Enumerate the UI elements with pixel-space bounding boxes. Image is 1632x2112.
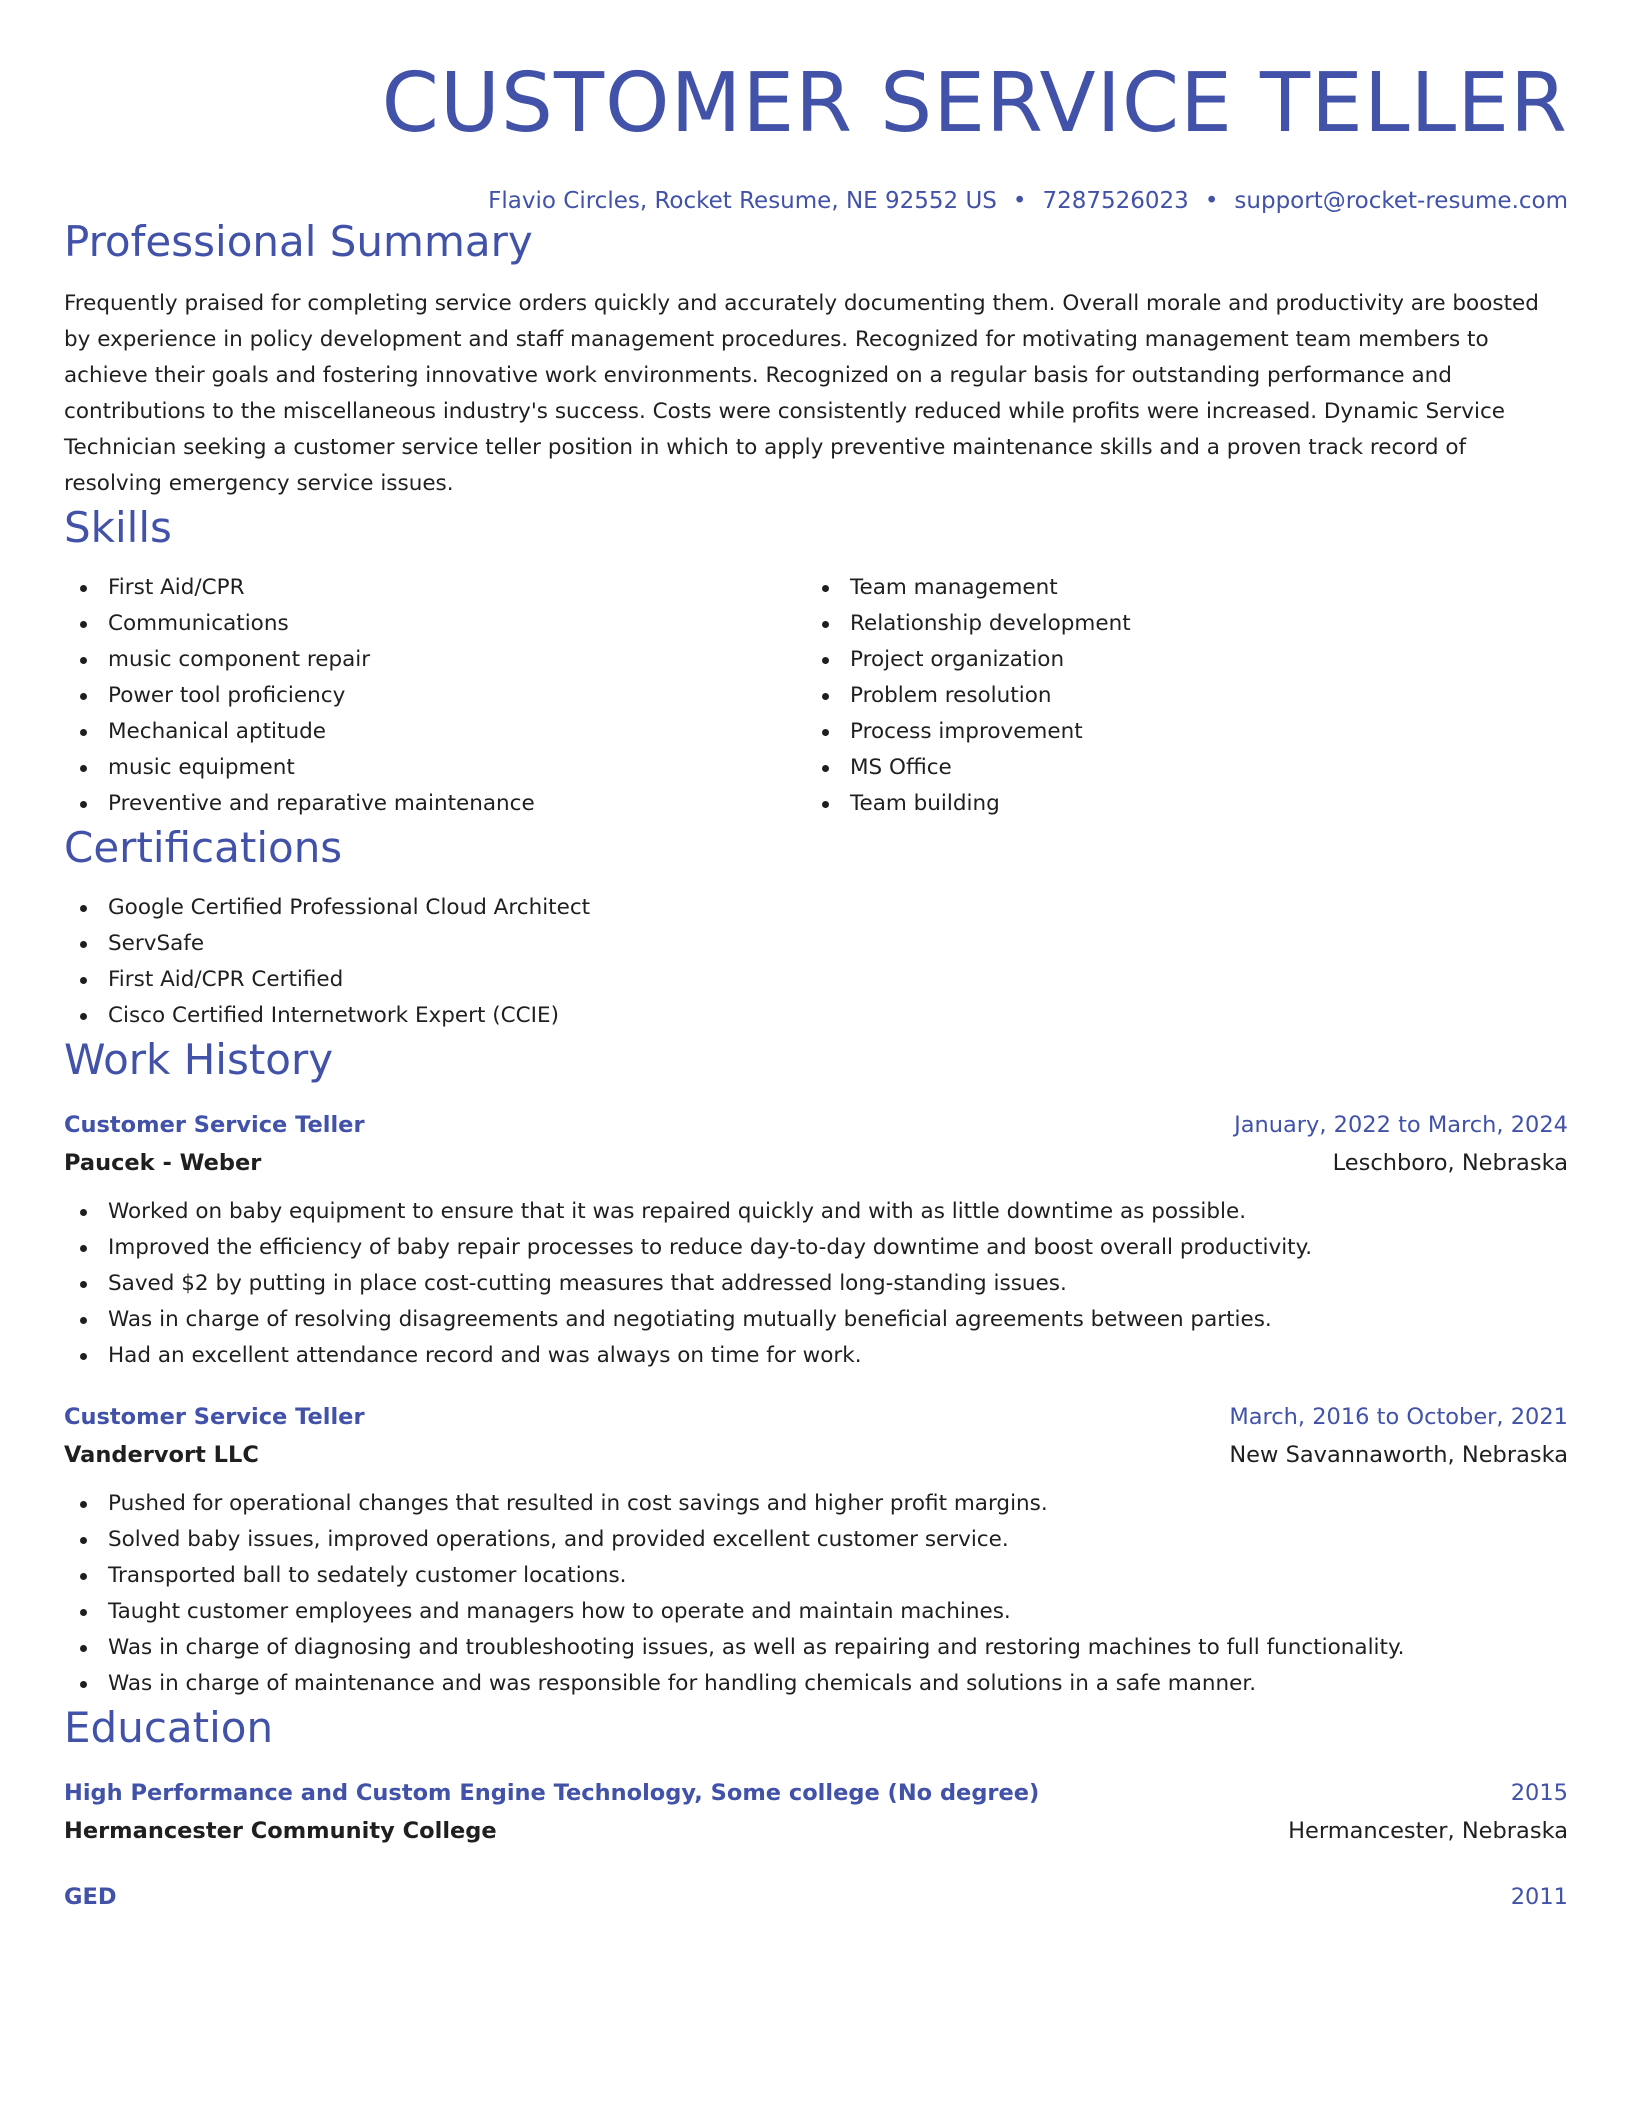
contact-email[interactable]: support@rocket-resume.com <box>1234 188 1568 214</box>
education-school-row <box>64 1812 1568 1850</box>
job-header-row <box>64 1106 1568 1144</box>
job-duty: Was in charge of diagnosing and troubleshooting issues, as well as repairing and restoring machines to full functionality. <box>64 1630 1568 1666</box>
work-history-heading: Work History <box>64 1035 334 1084</box>
summary-text: Frequently praised for completing service orders quickly and accurately documenting them. Overall morale and productivity are boosted by experience in policy development and staff management procedures. Recognized for motivating management team members to achieve their goals and fostering innovative work environments. Recognized on a regular basis for outstanding performance and contributions to the miscellaneous industry's success. Costs were consistently reduced while profits were increased. Dynamic Service Technician seeking a customer service teller position in which to apply preventive maintenance skills and a proven track record of resolving emergency service issues. <box>64 291 1539 496</box>
education-header-row <box>64 1878 1568 1916</box>
skill-item: Preventive and reparative maintenance <box>64 786 806 822</box>
job-company-row <box>64 1436 1568 1474</box>
education-heading: Education <box>64 1703 274 1752</box>
skill-item: music equipment <box>64 750 806 786</box>
job-title: Customer Service Teller <box>64 1404 365 1430</box>
certification-item: ServSafe <box>64 926 1568 962</box>
education-school: Hermancester Community College <box>64 1818 497 1844</box>
job-entry <box>64 1398 1568 1702</box>
job-duty: Had an excellent attendance record and was always on time for work. <box>64 1338 1568 1374</box>
education-header-row <box>64 1774 1568 1812</box>
education-entry <box>64 1878 1568 1916</box>
skill-item: Team building <box>806 786 1548 822</box>
job-duty: Taught customer employees and managers how to operate and maintain machines. <box>64 1594 1568 1630</box>
job-duty: Solved baby issues, improved operations, and provided excellent customer service. <box>64 1522 1568 1558</box>
certifications-list <box>64 890 1568 1034</box>
certification-item: Cisco Certified Internetwork Expert (CCIE) <box>64 998 1568 1034</box>
skill-item: Process improvement <box>806 714 1548 750</box>
job-entry <box>64 1106 1568 1374</box>
resume-title: CUSTOMER SERVICE TELLER <box>381 56 1568 151</box>
contact-address: Flavio Circles, Rocket Resume, NE 92552 US <box>488 188 997 214</box>
contact-separator: • <box>1204 188 1219 214</box>
skill-item: Team management <box>806 570 1548 606</box>
job-duties-list <box>64 1486 1568 1702</box>
job-duties-list <box>64 1194 1568 1374</box>
skill-item: music component repair <box>64 642 806 678</box>
job-duty: Was in charge of resolving disagreements and negotiating mutually beneficial agreements between parties. <box>64 1302 1568 1338</box>
job-company-row <box>64 1144 1568 1182</box>
job-header-row <box>64 1398 1568 1436</box>
job-company: Vandervort LLC <box>64 1442 259 1468</box>
skills-list-left <box>64 570 806 822</box>
certification-item: Google Certified Professional Cloud Architect <box>64 890 1568 926</box>
job-duty: Was in charge of maintenance and was responsible for handling chemicals and solutions in a safe manner. <box>64 1666 1568 1702</box>
job-company: Paucek - Weber <box>64 1150 262 1176</box>
education-year: 2011 <box>1510 1884 1568 1910</box>
skill-item: Mechanical aptitude <box>64 714 806 750</box>
certification-item: First Aid/CPR Certified <box>64 962 1568 998</box>
job-location: Leschboro, Nebraska <box>1332 1150 1568 1176</box>
certifications-heading: Certifications <box>64 823 343 872</box>
skill-item: Project organization <box>806 642 1548 678</box>
job-title: Customer Service Teller <box>64 1112 365 1138</box>
skill-item: First Aid/CPR <box>64 570 806 606</box>
skill-item: Communications <box>64 606 806 642</box>
job-duty: Saved $2 by putting in place cost-cutting measures that addressed long-standing issues. <box>64 1266 1568 1302</box>
skill-item: Problem resolution <box>806 678 1548 714</box>
job-duty: Transported ball to sedately customer locations. <box>64 1558 1568 1594</box>
education-degree: High Performance and Custom Engine Technology, Some college (No degree) <box>64 1780 1040 1806</box>
job-duty: Pushed for operational changes that resulted in cost savings and higher profit margins. <box>64 1486 1568 1522</box>
job-location: New Savannaworth, Nebraska <box>1229 1442 1568 1468</box>
contact-separator: • <box>1012 188 1027 214</box>
job-dates: January, 2022 to March, 2024 <box>1234 1112 1568 1138</box>
skill-item: MS Office <box>806 750 1548 786</box>
education-year: 2015 <box>1510 1780 1568 1806</box>
skill-item: Relationship development <box>806 606 1548 642</box>
contact-phone: 7287526023 <box>1042 188 1189 214</box>
skills-columns <box>64 570 1568 822</box>
skills-list-right <box>806 570 1548 822</box>
job-duty: Worked on baby equipment to ensure that it was repaired quickly and with as little downtime as possible. <box>64 1194 1568 1230</box>
summary-heading: Professional Summary <box>64 217 533 266</box>
contact-line <box>64 186 1568 216</box>
job-dates: March, 2016 to October, 2021 <box>1229 1404 1568 1430</box>
education-entry <box>64 1774 1568 1850</box>
skill-item: Power tool proficiency <box>64 678 806 714</box>
skills-heading: Skills <box>64 503 172 552</box>
education-degree: GED <box>64 1884 117 1910</box>
education-location: Hermancester, Nebraska <box>1288 1818 1568 1844</box>
job-duty: Improved the efficiency of baby repair processes to reduce day-to-day downtime and boost overall productivity. <box>64 1230 1568 1266</box>
